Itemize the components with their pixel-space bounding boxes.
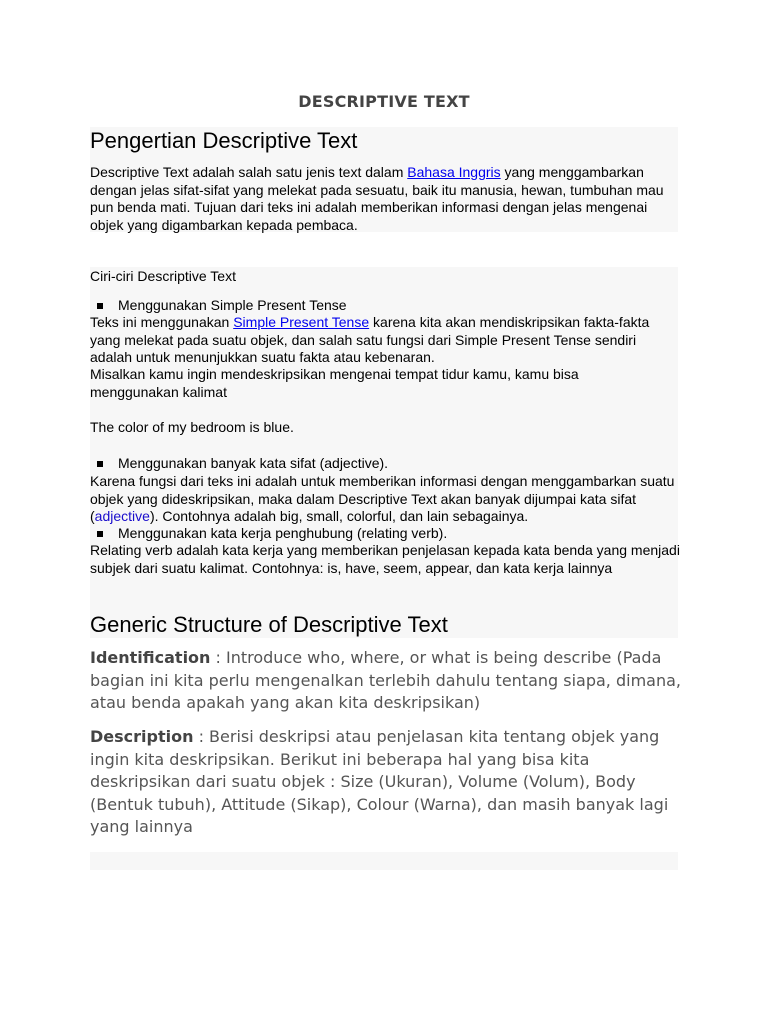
example-sentence: The color of my bedroom is blue.: [90, 419, 294, 435]
heading-generic-structure: Generic Structure of Descriptive Text: [90, 612, 448, 637]
bullet-simple-present: Menggunakan Simple Present Tense: [90, 297, 347, 315]
section-background-3: [90, 852, 678, 870]
paragraph-relating-verb: Relating verb adalah kata kerja yang memberikan penjelasan kepada kata benda yang menjadi subjek dari suatu kalimat. Contohnya: is, have, seem, appear, dan kata kerja lainnya: [90, 542, 680, 576]
link-bahasa-inggris[interactable]: Bahasa Inggris: [407, 164, 501, 180]
bullet-icon: [97, 303, 103, 309]
link-simple-present-tense[interactable]: Simple Present Tense: [233, 314, 370, 330]
paragraph-misalkan: Misalkan kamu ingin mendeskripsikan mengenai tempat tidur kamu, kamu bisa menggunakan kalimat: [90, 366, 579, 400]
bullet-relating-verb: Menggunakan kata kerja penghubung (relating verb).: [90, 525, 447, 543]
paragraph-identification: Identification : Introduce who, where, or what is being describe (Pada bagian ini kita perlu mengenalkan terlebih dahulu tentang siapa, dimana, atau benda apakah yang akan kita deskripsikan): [90, 648, 681, 712]
paragraph-pengertian: Descriptive Text adalah salah satu jenis text dalam Bahasa Inggris yang menggambarkan dengan jelas sifat-sifat yang melekat pada sesuatu, baik itu manusia, hewan, tumbuhan mau pun benda mati. Tujuan dari teks ini adalah memberikan informasi dengan jelas mengenai objek yang digambarkan kepada pembaca.: [90, 164, 664, 233]
bullet-adjective: Menggunakan banyak kata sifat (adjective).: [90, 455, 388, 473]
heading-pengertian: Pengertian Descriptive Text: [90, 128, 358, 153]
adjective-highlight: adjective: [94, 508, 150, 524]
page-title: DESCRIPTIVE TEXT: [298, 92, 470, 111]
paragraph-description: Description : Berisi deskripsi atau penjelasan kita tentang objek yang ingin kita deskripsikan. Berikut ini beberapa hal yang bisa kita deskripsikan dari suatu objek : Size (Ukuran), Volume (Volum), Body (Bentuk tubuh), Attitude (Sikap), Colour (Warna), dan masih banyak lagi yang lainnya: [90, 727, 669, 836]
bullet-icon: [97, 531, 103, 537]
paragraph-adjective: Karena fungsi dari teks ini adalah untuk memberikan informasi dengan menggambarkan suatu objek yang dideskripsikan, maka dalam Descriptive Text akan banyak dijumpai kata sifat (adjective). Contohnya adalah big, small, colorful, dan lain sebagainya.: [90, 473, 675, 524]
label-description: Description: [90, 727, 194, 746]
bullet-icon: [97, 461, 103, 467]
paragraph-simple-present: Teks ini menggunakan Simple Present Tense karena kita akan mendiskripsikan fakta-fakta yang melekat pada suatu objek, dan salah satu fungsi dari Simple Present Tense sendiri adalah untuk menunjukkan suatu fakta atau kebenaran.: [90, 314, 650, 365]
subheading-ciri-ciri: Ciri-ciri Descriptive Text: [90, 268, 236, 284]
label-identification: Identification: [90, 648, 211, 667]
